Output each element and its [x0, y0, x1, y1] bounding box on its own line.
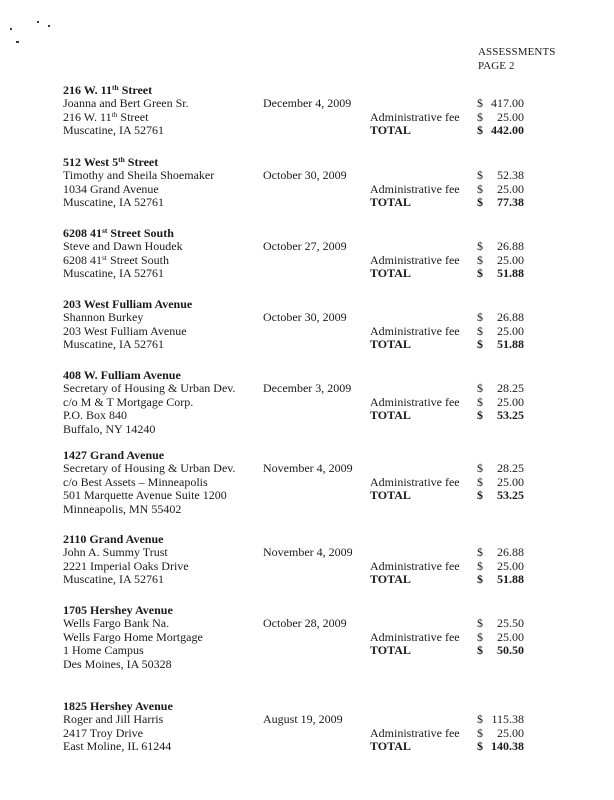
assessment-row	[63, 616, 593, 629]
assessment-row	[63, 422, 593, 435]
assessment-row	[63, 195, 593, 208]
property-title: 2110 Grand Avenue	[63, 532, 164, 546]
dollar-sign: $	[477, 96, 483, 111]
recipient-name: Timothy and Sheila Shoemaker	[63, 168, 215, 183]
ordinal-superscript: th	[112, 83, 119, 92]
address-line: 1 Home Campus	[63, 643, 144, 658]
assessment-block	[63, 532, 593, 586]
assessment-date: December 3, 2009	[263, 381, 352, 396]
assessment-date: October 30, 2009	[263, 310, 347, 325]
header-page-number: PAGE 2	[478, 59, 515, 72]
property-title: 203 West Fulliam Avenue	[63, 297, 193, 311]
amount-value: 52.38	[497, 168, 524, 183]
assessment-row	[63, 168, 593, 181]
recipient-name: Roger and Jill Harris	[63, 712, 164, 727]
page-header	[478, 46, 556, 73]
address-line: 1034 Grand Avenue	[63, 181, 159, 196]
dollar-sign: $	[477, 394, 483, 409]
assessment-block	[63, 226, 593, 280]
recipient-name: Secretary of Housing & Urban Dev.	[63, 381, 236, 396]
ordinal-superscript: th	[111, 109, 118, 119]
total-label: TOTAL	[370, 266, 411, 281]
assessment-row	[63, 253, 593, 266]
amount-value: 442.00	[491, 123, 524, 138]
ordinal-superscript: st	[102, 252, 108, 262]
recipient-name: John A. Summy Trust	[63, 545, 168, 560]
assessment-row	[63, 488, 593, 501]
dollar-sign: $	[477, 252, 483, 267]
scan-artifact-dot	[16, 41, 19, 43]
recipient-name: Joanna and Bert Green Sr.	[63, 96, 189, 111]
property-title: 1705 Hershey Avenue	[63, 603, 173, 617]
property-title: 1825 Hershey Avenue	[63, 699, 173, 713]
amount-value: 28.25	[497, 381, 524, 396]
amount-value: 26.88	[497, 545, 524, 560]
assessment-row	[63, 96, 593, 109]
assessment-row	[63, 712, 593, 725]
property-title: 512 West 5th Street	[63, 155, 159, 169]
dollar-sign: $	[477, 488, 483, 503]
admin-fee-label: Administrative fee	[370, 725, 460, 740]
total-label: TOTAL	[370, 572, 411, 587]
dollar-sign: $	[477, 643, 483, 658]
assessment-block	[63, 603, 593, 670]
dollar-sign: $	[477, 616, 483, 631]
assessment-row	[63, 381, 593, 394]
recipient-name: Steve and Dawn Houdek	[63, 239, 183, 254]
admin-fee-label: Administrative fee	[370, 252, 460, 267]
scan-artifact-dot	[10, 28, 12, 30]
assessment-block	[63, 448, 593, 515]
amount-value: 25.00	[497, 181, 524, 196]
address-line: Muscatine, IA 52761	[63, 266, 164, 281]
dollar-sign: $	[477, 337, 483, 352]
admin-fee-label: Administrative fee	[370, 109, 460, 124]
admin-fee-label: Administrative fee	[370, 629, 460, 644]
assessment-block	[63, 155, 593, 209]
amount-value: 51.88	[497, 266, 524, 281]
amount-value: 115.38	[491, 712, 524, 727]
total-label: TOTAL	[370, 123, 411, 138]
dollar-sign: $	[477, 739, 483, 754]
dollar-sign: $	[477, 381, 483, 396]
amount-value: 28.25	[497, 461, 524, 476]
dollar-sign: $	[477, 461, 483, 476]
address-line: East Moline, IL 61244	[63, 739, 172, 754]
recipient-name: Wells Fargo Bank Na.	[63, 616, 170, 631]
dollar-sign: $	[477, 712, 483, 727]
amount-value: 25.00	[497, 252, 524, 267]
assessment-row	[63, 461, 593, 474]
amount-value: 51.88	[497, 572, 524, 587]
total-label: TOTAL	[370, 643, 411, 658]
amount-value: 25.00	[497, 394, 524, 409]
assessment-row	[63, 572, 593, 585]
recipient-name: Secretary of Housing & Urban Dev.	[63, 461, 236, 476]
admin-fee-label: Administrative fee	[370, 323, 460, 338]
total-label: TOTAL	[370, 195, 411, 210]
admin-fee-label: Administrative fee	[370, 474, 460, 489]
amount-value: 50.50	[497, 643, 524, 658]
assessment-row	[63, 182, 593, 195]
total-label: TOTAL	[370, 488, 411, 503]
assessment-row	[63, 395, 593, 408]
address-line: 6208 41st Street South	[63, 252, 170, 267]
dollar-sign: $	[477, 629, 483, 644]
admin-fee-label: Administrative fee	[370, 394, 460, 409]
address-line: Muscatine, IA 52761	[63, 337, 164, 352]
address-line: Des Moines, IA 50328	[63, 656, 172, 671]
assessment-row	[63, 123, 593, 136]
ordinal-superscript: st	[102, 226, 108, 235]
dollar-sign: $	[477, 109, 483, 124]
amount-value: 53.25	[497, 488, 524, 503]
dollar-sign: $	[477, 558, 483, 573]
assessment-row	[63, 239, 593, 252]
dollar-sign: $	[477, 572, 483, 587]
dollar-sign: $	[477, 474, 483, 489]
dollar-sign: $	[477, 239, 483, 254]
dollar-sign: $	[477, 123, 483, 138]
assessment-row	[63, 559, 593, 572]
assessment-row	[63, 502, 593, 515]
total-label: TOTAL	[370, 739, 411, 754]
assessment-date: December 4, 2009	[263, 96, 352, 111]
assessment-row	[63, 630, 593, 643]
address-line: Buffalo, NY 14240	[63, 421, 156, 436]
dollar-sign: $	[477, 323, 483, 338]
address-line: c/o Best Assets – Minneapolis	[63, 474, 208, 489]
address-line: 203 West Fulliam Avenue	[63, 323, 187, 338]
property-title: 1427 Grand Avenue	[63, 448, 165, 462]
dollar-sign: $	[477, 195, 483, 210]
address-line: c/o M & T Mortgage Corp.	[63, 394, 194, 409]
dollar-sign: $	[477, 266, 483, 281]
amount-value: 25.00	[497, 323, 524, 338]
assessment-row	[63, 475, 593, 488]
assessment-row	[63, 545, 593, 558]
amount-value: 417.00	[491, 96, 524, 111]
assessment-block	[63, 297, 593, 351]
dollar-sign: $	[477, 181, 483, 196]
assessment-date: November 4, 2009	[263, 545, 353, 560]
address-line: 501 Marquette Avenue Suite 1200	[63, 488, 227, 503]
assessment-row	[63, 310, 593, 323]
assessment-row	[63, 643, 593, 656]
address-line: Minneapolis, MN 55402	[63, 501, 182, 516]
assessment-date: November 4, 2009	[263, 461, 353, 476]
assessment-row	[63, 337, 593, 350]
dollar-sign: $	[477, 310, 483, 325]
assessment-row	[63, 739, 593, 752]
assessment-row	[63, 408, 593, 421]
assessment-row	[63, 324, 593, 337]
assessment-row	[63, 657, 593, 670]
total-label: TOTAL	[370, 337, 411, 352]
amount-value: 25.00	[497, 629, 524, 644]
assessment-block	[63, 699, 593, 753]
dollar-sign: $	[477, 408, 483, 423]
recipient-name: Shannon Burkey	[63, 310, 144, 325]
assessment-block	[63, 368, 593, 435]
dollar-sign: $	[477, 545, 483, 560]
address-line: P.O. Box 840	[63, 408, 128, 423]
dollar-sign: $	[477, 168, 483, 183]
amount-value: 53.25	[497, 408, 524, 423]
property-title: 216 W. 11th Street	[63, 83, 153, 97]
address-line: 2417 Troy Drive	[63, 725, 144, 740]
assessment-row	[63, 266, 593, 279]
assessment-date: October 27, 2009	[263, 239, 347, 254]
amount-value: 140.38	[491, 739, 524, 754]
assessment-row	[63, 110, 593, 123]
amount-value: 25.00	[497, 725, 524, 740]
total-label: TOTAL	[370, 408, 411, 423]
amount-value: 77.38	[497, 195, 524, 210]
assessment-date: August 19, 2009	[263, 712, 343, 727]
scan-artifact-dot	[37, 21, 39, 23]
amount-value: 25.00	[497, 109, 524, 124]
admin-fee-label: Administrative fee	[370, 558, 460, 573]
amount-value: 26.88	[497, 239, 524, 254]
header-title: ASSESSMENTS	[478, 46, 556, 58]
address-line: Wells Fargo Home Mortgage	[63, 629, 203, 644]
scan-artifact-dot	[48, 25, 50, 27]
amount-value: 25.00	[497, 474, 524, 489]
address-line: Muscatine, IA 52761	[63, 572, 164, 587]
property-title: 6208 41st Street South	[63, 226, 174, 240]
assessment-block	[63, 83, 593, 137]
address-line: 216 W. 11th Street	[63, 109, 149, 124]
amount-value: 51.88	[497, 337, 524, 352]
dollar-sign: $	[477, 725, 483, 740]
property-title: 408 W. Fulliam Avenue	[63, 368, 181, 382]
address-line: Muscatine, IA 52761	[63, 123, 164, 138]
amount-value: 26.88	[497, 310, 524, 325]
address-line: 2221 Imperial Oaks Drive	[63, 558, 189, 573]
assessment-date: October 28, 2009	[263, 616, 347, 631]
assessment-date: October 30, 2009	[263, 168, 347, 183]
amount-value: 25.00	[497, 558, 524, 573]
address-line: Muscatine, IA 52761	[63, 195, 164, 210]
admin-fee-label: Administrative fee	[370, 181, 460, 196]
assessment-row	[63, 726, 593, 739]
ordinal-superscript: th	[118, 155, 125, 164]
amount-value: 25.50	[497, 616, 524, 631]
